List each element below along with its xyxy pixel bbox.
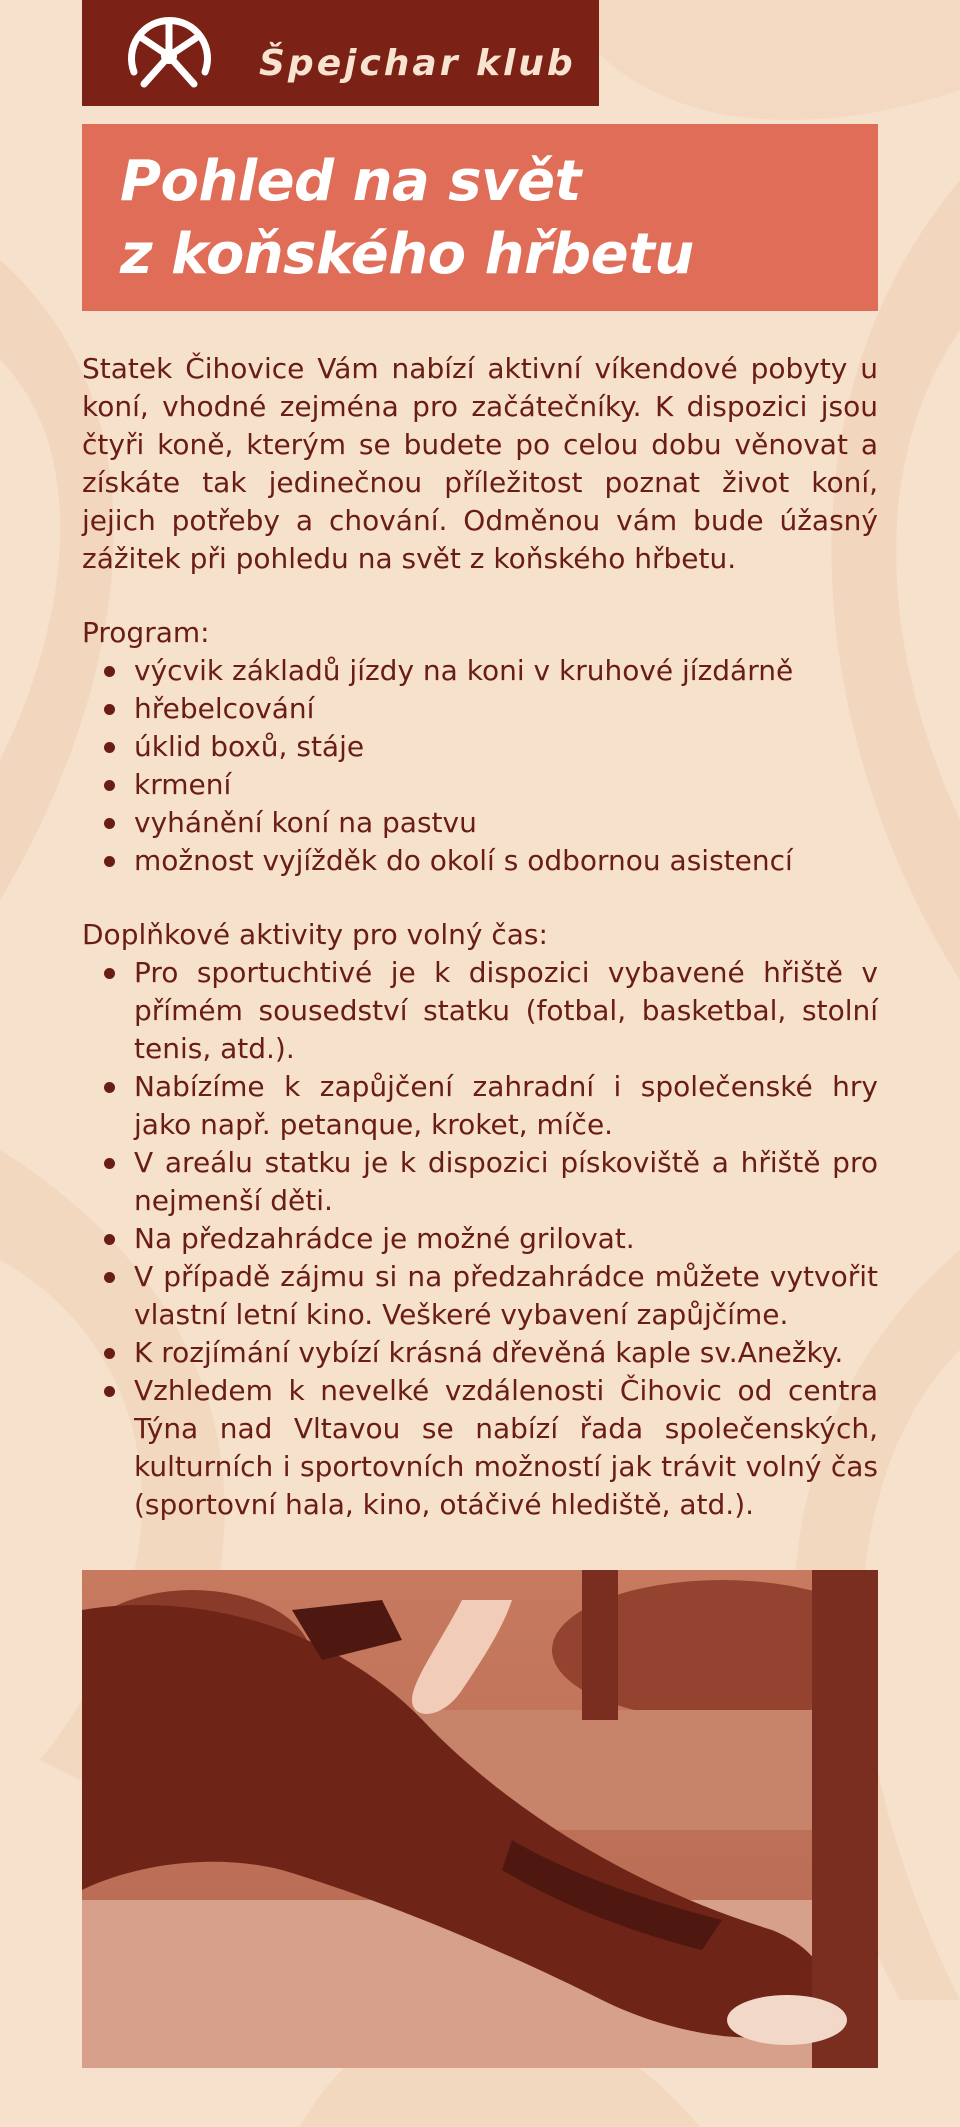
program-item-text: vyhánění koní na pastvu xyxy=(134,806,477,839)
program-item xyxy=(82,728,878,766)
bullet-icon xyxy=(104,742,115,753)
extras-item-text: Nabízíme k zapůjčení zahradní i společenské hry jako např. petanque, kroket, míče. xyxy=(134,1070,878,1141)
extras-item xyxy=(82,1334,878,1372)
extras-item xyxy=(82,954,878,1068)
bullet-icon xyxy=(104,666,115,677)
program-list xyxy=(82,652,878,880)
extras-item xyxy=(82,1068,878,1144)
bullet-icon xyxy=(104,818,115,829)
program-item-text: hřebelcování xyxy=(134,692,315,725)
bullet-icon xyxy=(104,780,115,791)
program-item-text: úklid boxů, stáje xyxy=(134,730,365,763)
extras-item xyxy=(82,1372,878,1524)
program-heading: Program: xyxy=(82,616,210,649)
bullet-icon xyxy=(104,968,115,979)
bullet-icon xyxy=(104,1386,115,1397)
bullet-icon xyxy=(104,704,115,715)
program-item xyxy=(82,766,878,804)
extras-item xyxy=(82,1144,878,1220)
program-item-text: výcvik základů jízdy na koni v kruhové jízdárně xyxy=(134,654,794,687)
program-item-text: možnost vyjížděk do okolí s odbornou asistencí xyxy=(134,844,793,877)
program-item xyxy=(82,804,878,842)
bullet-icon xyxy=(104,1272,115,1283)
bullet-icon xyxy=(104,856,115,867)
extras-item xyxy=(82,1220,878,1258)
title-box xyxy=(82,124,878,311)
bullet-icon xyxy=(104,1348,115,1359)
club-name: Špejchar klub xyxy=(259,43,576,84)
extras-item-text: Na předzahrádce je možné grilovat. xyxy=(134,1222,635,1255)
extras-item-text: V areálu statku je k dispozici pískoviště a hřiště pro nejmenší děti. xyxy=(134,1146,878,1217)
program-item-text: krmení xyxy=(134,768,232,801)
horse-photo-illustration xyxy=(82,1570,878,2068)
wagon-wheel-icon xyxy=(122,12,217,97)
horse-photo xyxy=(82,1570,878,2068)
main-content xyxy=(82,350,878,1524)
bullet-icon xyxy=(104,1234,115,1245)
extras-item-text: Vzhledem k nevelké vzdálenosti Čihovic od centra Týna nad Vltavou se nabízí řada společenských, kulturních i sportovních možností jak trávit volný čas (sportovní hala, kino, otáčivé hlediště, atd.). xyxy=(134,1374,878,1521)
extras-item-text: Pro sportuchtivé je k dispozici vybavené hřiště v přímém sousedství statku (fotbal, basketbal, stolní tenis, atd.). xyxy=(134,956,878,1065)
extras-list xyxy=(82,954,878,1524)
extras-heading: Doplňkové aktivity pro volný čas: xyxy=(82,918,548,951)
extras-item-text: V případě zájmu si na předzahrádce můžete vytvořit vlastní letní kino. Veškeré vybavení zapůjčíme. xyxy=(134,1260,878,1331)
bullet-icon xyxy=(104,1082,115,1093)
intro-paragraph: Statek Čihovice Vám nabízí aktivní víkendové pobyty u koní, vhodné zejména pro začátečníky. K dispozici jsou čtyři koně, kterým se budete po celou dobu věnovat a získáte tak jedinečnou příležitost poznat život koní, jejich potřeby a chování. Odměnou vám bude úžasný zážitek při pohledu na svět z koňského hřbetu. xyxy=(82,352,878,575)
program-item xyxy=(82,842,878,880)
page-title-line-2: z koňského hřbetu xyxy=(120,222,694,287)
extras-item-text: K rozjímání vybízí krásná dřevěná kaple sv.Anežky. xyxy=(134,1336,844,1369)
program-item xyxy=(82,652,878,690)
extras-item xyxy=(82,1258,878,1334)
program-item xyxy=(82,690,878,728)
header-band xyxy=(82,0,599,106)
bullet-icon xyxy=(104,1158,115,1169)
page-title-line-1: Pohled na svět xyxy=(120,149,581,214)
